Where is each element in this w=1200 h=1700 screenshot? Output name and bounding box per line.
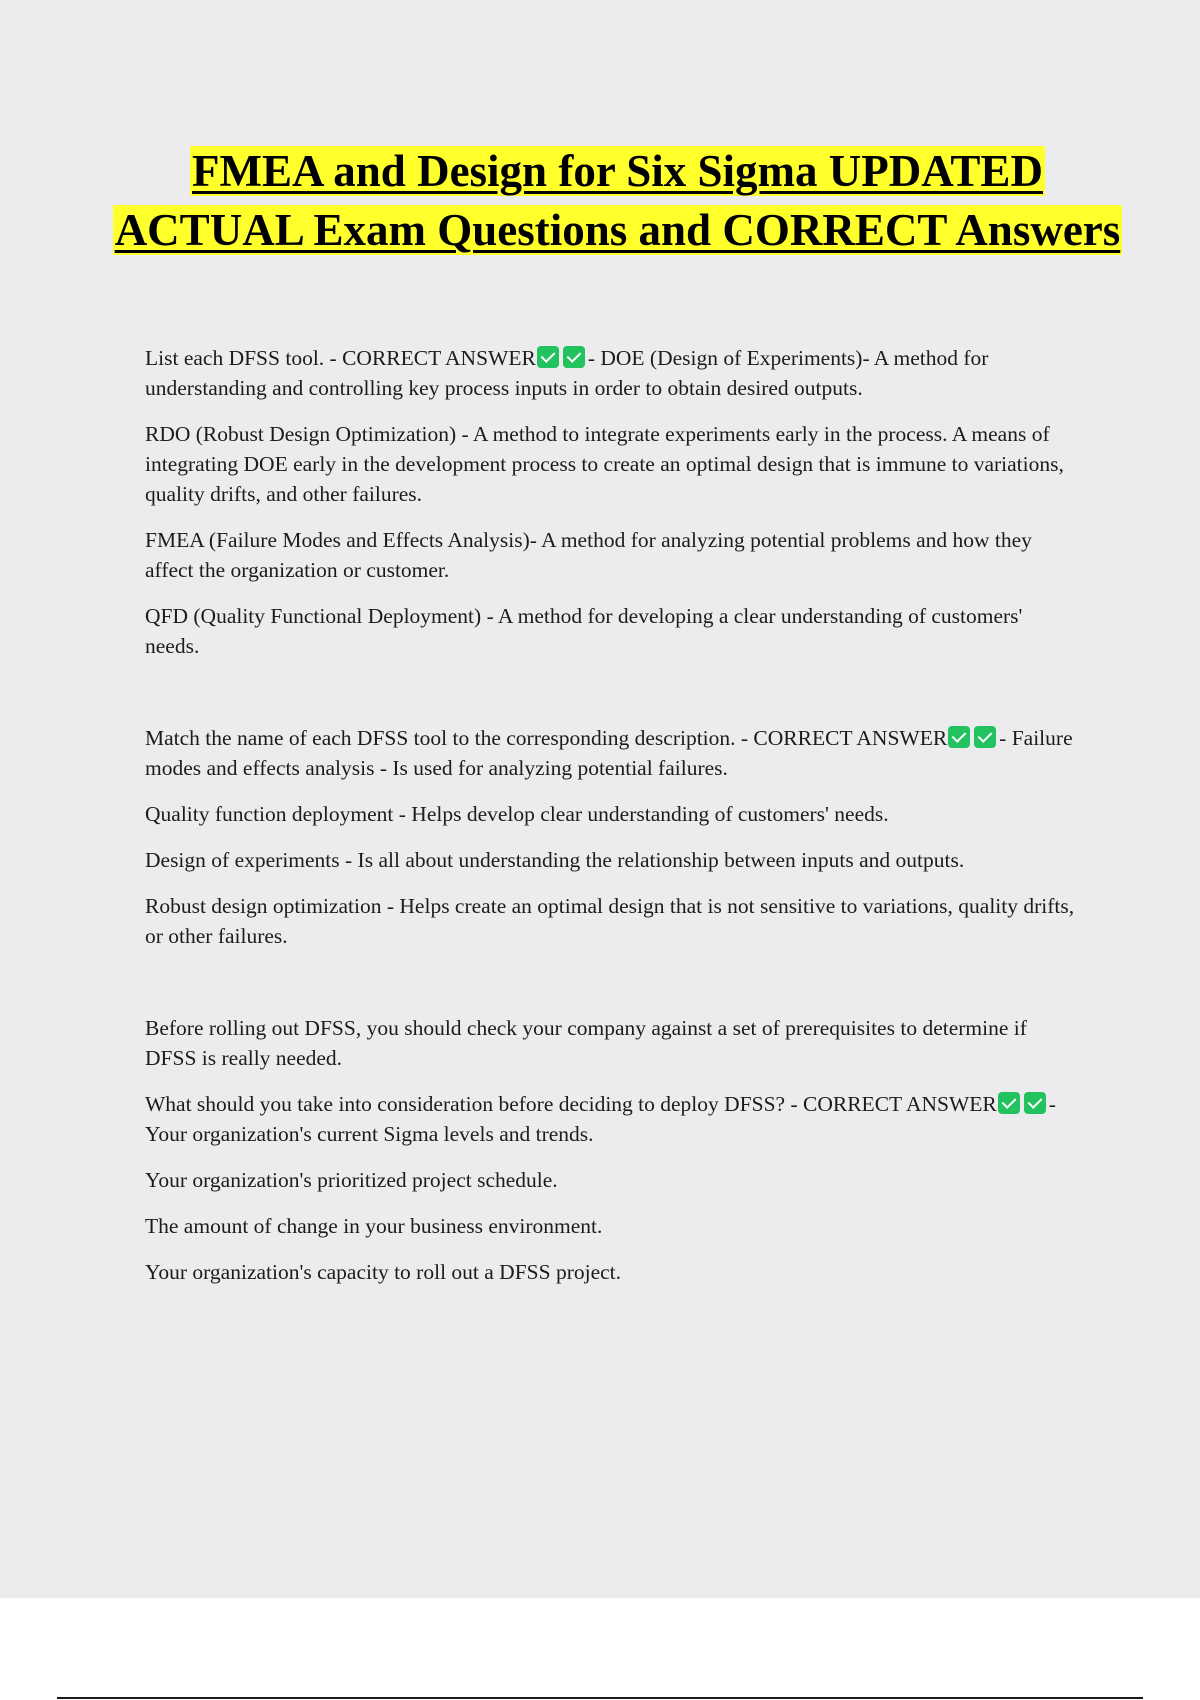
document-title bbox=[100, 142, 1135, 260]
question-3-text: What should you take into consideration before deciding to deploy DFSS? - CORRECT ANSWER bbox=[145, 1092, 997, 1116]
document-title-text: FMEA and Design for Six Sigma UPDATED ACTUAL Exam Questions and CORRECT Answers bbox=[114, 146, 1121, 255]
question-1-first-answer: - DOE (Design of Experiments)- A method for understanding and controlling key process inputs in order to obtain desired outputs. bbox=[145, 346, 989, 400]
question-2-text: Match the name of each DFSS tool to the corresponding description. - CORRECT ANSWER bbox=[145, 726, 948, 750]
question-3-answer-3: The amount of change in your business environment. bbox=[145, 1214, 603, 1238]
check-box-icon bbox=[1024, 1092, 1046, 1114]
footer-divider bbox=[57, 1697, 1143, 1699]
section-spacer bbox=[145, 967, 1080, 1013]
check-box-icon bbox=[537, 346, 559, 368]
question-2-answer-4: Robust design optimization - Helps create an optimal design that is not sensitive to variations, quality drifts, or other failures. bbox=[145, 894, 1075, 948]
question-1-answer-3: FMEA (Failure Modes and Effects Analysis)- A method for analyzing potential problems and how they affect the organization or customer. bbox=[145, 528, 1032, 582]
question-2-answer-1 bbox=[145, 723, 1080, 783]
check-box-icon bbox=[998, 1092, 1020, 1114]
question-1-text: List each DFSS tool. - CORRECT ANSWER bbox=[145, 346, 536, 370]
section-spacer bbox=[145, 677, 1080, 723]
check-box-icon bbox=[563, 346, 585, 368]
question-2-first-answer: - Failure modes and effects analysis - Is used for analyzing potential failures. bbox=[145, 726, 1073, 780]
check-box-icon bbox=[948, 726, 970, 748]
question-3-answer-4: Your organization's capacity to roll out a DFSS project. bbox=[145, 1260, 622, 1284]
question-1-answer-1 bbox=[145, 343, 1080, 403]
question-2-answer-2: Quality function deployment - Helps develop clear understanding of customers' needs. bbox=[145, 802, 889, 826]
question-3-answer-2: Your organization's prioritized project schedule. bbox=[145, 1168, 558, 1192]
question-1-answer-2: RDO (Robust Design Optimization) - A method to integrate experiments early in the process. A means of integrating DOE early in the development process to create an optimal design that is immune to variations, quality drifts, and other failures. bbox=[145, 422, 1064, 506]
question-1-answer-4: QFD (Quality Functional Deployment) - A method for developing a clear understanding of customers' needs. bbox=[145, 604, 1023, 658]
document-body bbox=[145, 343, 1080, 1303]
check-box-icon bbox=[974, 726, 996, 748]
question-3-first-answer: - Your organization's current Sigma levels and trends. bbox=[145, 1092, 1056, 1146]
question-2-answer-3: Design of experiments - Is all about understanding the relationship between inputs and outputs. bbox=[145, 848, 965, 872]
question-3-answer-1 bbox=[145, 1089, 1080, 1149]
question-3-lead: Before rolling out DFSS, you should check your company against a set of prerequisites to determine if DFSS is really needed. bbox=[145, 1016, 1027, 1070]
